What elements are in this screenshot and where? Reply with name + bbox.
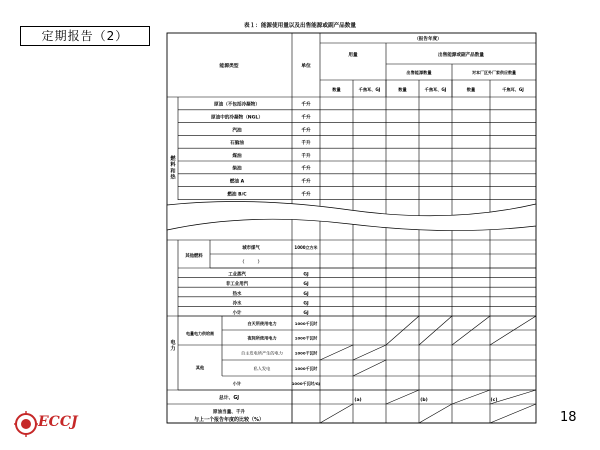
elec-row-unit: 1000千瓦时/GJ [291, 381, 321, 386]
diagonal-line [419, 404, 452, 423]
diagonal-line [386, 316, 419, 345]
header-qty-col: 千焦耳、GJ [358, 87, 381, 92]
diagonal-line [386, 390, 419, 404]
fuel-row-unit: 千升 [301, 179, 311, 185]
table-title: 表１：能源使用量以及出售能源或副产品数量 [244, 23, 356, 29]
fuel-row-unit: 千升 [301, 115, 311, 121]
header-qty-col: 千焦耳、GJ [424, 87, 447, 92]
comparison-label: 与上一个报告年度的比较（%） [193, 417, 265, 423]
steam-row-label: 非工业用汽 [226, 282, 248, 288]
steam-row-unit: GJ [303, 272, 309, 278]
group-label-fuel: 料 [170, 162, 176, 169]
steam-row-label: 工业蒸汽 [228, 272, 246, 278]
header-energy-type: 能源类型 [219, 64, 239, 69]
header-qty-col: 数量 [332, 87, 341, 92]
total-label: 总计、GJ [218, 396, 240, 401]
diagonal-line [452, 390, 490, 404]
mark-c: (c) [490, 398, 498, 403]
other-fuel-row-label: 城市煤气 [242, 246, 260, 251]
fuel-row-label: 煤油 [232, 153, 242, 159]
elec-row-label: 自主发电所产生的电力 [241, 350, 283, 356]
other-fuel-row-unit: 1000立方米 [294, 245, 318, 250]
steam-row-label: 小计 [232, 311, 242, 316]
header-sold: 出售能源或副产品数量 [438, 53, 484, 58]
fuel-row-label: 石脑油 [230, 141, 244, 147]
elec-row-label: 小计 [232, 381, 242, 386]
header-unit: 单位 [301, 64, 311, 69]
steam-row-unit: GJ [303, 311, 309, 316]
steam-row-unit: GJ [303, 301, 309, 307]
elec-row-unit: 1000千瓦时 [294, 366, 318, 371]
header-qty-col: 数量 [398, 87, 407, 92]
other-fuel-label: 其他燃料 [185, 254, 203, 259]
page-number: 18 [560, 410, 577, 425]
diagonal-line [452, 316, 490, 345]
fuel-row-label: 原油中的冷凝物（NGL） [211, 115, 263, 121]
oil-equivalent-label: 原油当量、千升 [212, 410, 246, 415]
elec-other-label: 其他 [195, 365, 205, 370]
fuel-row-label: 燃油 B/C [227, 192, 247, 198]
report-tag: 定期报告（2） [20, 26, 150, 46]
elec-row-unit: 1000千瓦时 [294, 350, 318, 356]
steam-row-label: 冷水 [232, 301, 242, 307]
group-label-fuel: 和 [170, 168, 176, 175]
elec-row-label: 夜间所使用电力 [247, 335, 277, 341]
fuel-row-unit: 千升 [301, 153, 311, 159]
fuel-row-unit: 千升 [301, 141, 311, 147]
header-period: （报告年度） [414, 37, 442, 42]
elec-row-unit: 1000千瓦时 [294, 321, 318, 326]
mark-b: (b) [420, 398, 428, 403]
fuel-row-label: 原油（不包括冷凝物） [214, 102, 260, 108]
diagonal-line [419, 316, 452, 345]
mark-a: (a) [354, 398, 362, 403]
fuel-row-label: 柴油 [232, 166, 242, 172]
steam-row-unit: GJ [303, 282, 309, 288]
purchased-elec-label: 电量电力供给商 [186, 331, 214, 336]
steam-row-unit: GJ [303, 291, 309, 297]
fuel-row-unit: 千升 [301, 128, 311, 134]
fuel-row-label: 汽油 [232, 128, 242, 134]
elec-row-label: 私人发电 [253, 366, 271, 371]
header-qty-col: 千焦耳、GJ [502, 87, 524, 92]
group-label-elec: 电 [170, 340, 176, 346]
fuel-row-unit: 千升 [301, 166, 311, 172]
header-qty-col: 数量 [466, 87, 476, 92]
diagonal-line [353, 345, 386, 360]
logo-text: ECCJ [38, 414, 78, 430]
group-label-fuel: 热 [170, 174, 176, 181]
diagonal-line [353, 360, 386, 376]
table-break-band [167, 201, 536, 230]
fuel-row-unit: 千升 [301, 192, 311, 198]
diagonal-line [490, 316, 536, 345]
header-sold-external: 出售能源数量 [406, 70, 432, 75]
header-sold-internal: 对本厂区外厂家供应数量 [472, 70, 516, 75]
fuel-row-label: 燃油 A [229, 179, 245, 185]
group-label-elec: 力 [170, 346, 176, 353]
diagonal-line [320, 404, 353, 423]
elec-row-label: 白天所使用电力 [247, 321, 277, 326]
diagonal-line [320, 345, 353, 360]
diagonal-line [490, 404, 536, 423]
group-label-fuel: 燃 [170, 156, 176, 162]
other-fuel-row-label: （ ） [240, 260, 262, 265]
elec-row-unit: 1000千瓦时 [294, 335, 318, 341]
header-use: 用量 [348, 53, 358, 58]
steam-row-label: 热水 [232, 291, 242, 297]
fuel-row-unit: 千升 [301, 102, 311, 108]
